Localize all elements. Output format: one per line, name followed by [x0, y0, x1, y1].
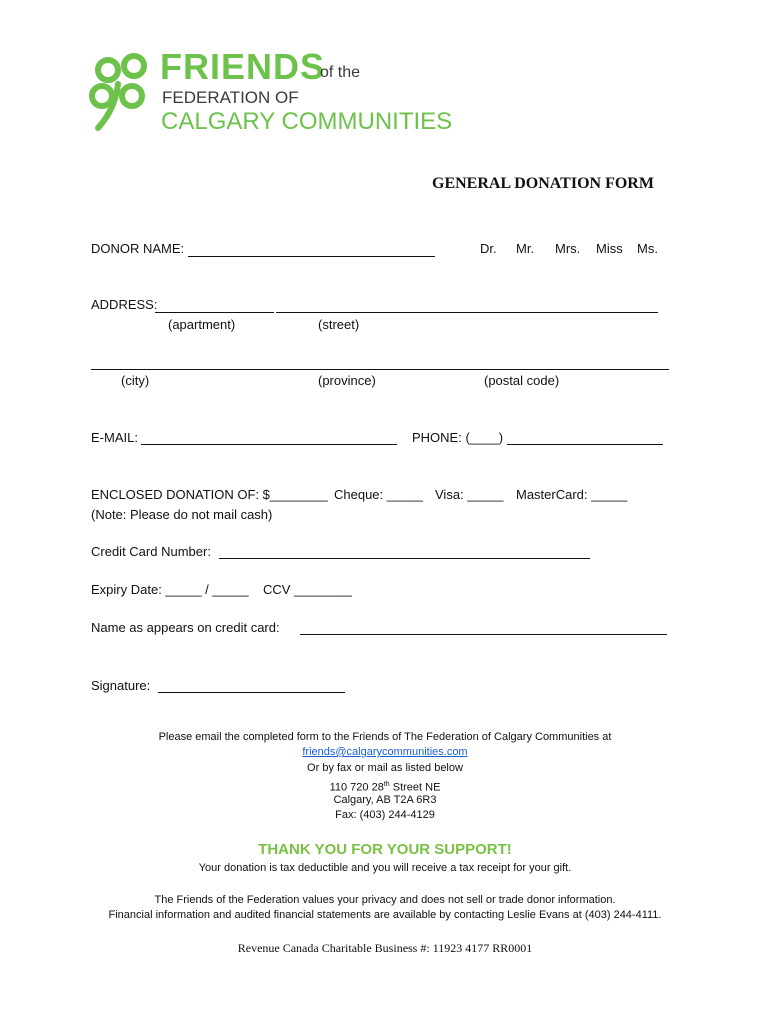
- tax-deductible-note: Your donation is tax deductible and you will receive a tax receipt for your gift.: [198, 862, 572, 874]
- phone-label: PHONE: (____): [412, 430, 504, 445]
- credit-card-field[interactable]: [219, 558, 590, 559]
- expiry-date-label[interactable]: Expiry Date: _____ / _____: [91, 582, 249, 597]
- email-link[interactable]: friends@calgarycommunities.com: [302, 746, 468, 758]
- cash-note: (Note: Please do not mail cash): [91, 507, 273, 522]
- contact-email: [0, 745, 770, 760]
- fax-mail-text: Or by fax or mail as listed below: [307, 762, 463, 774]
- city-province-postal-field[interactable]: [91, 369, 669, 370]
- salutation-miss[interactable]: Miss: [596, 241, 623, 256]
- clover-icon: [88, 52, 160, 134]
- visa-label[interactable]: Visa: _____: [435, 487, 504, 502]
- city-caption: (city): [121, 373, 150, 388]
- street-name: Street NE: [389, 781, 441, 794]
- apartment-field[interactable]: [155, 312, 274, 313]
- postal-code-caption: (postal code): [484, 373, 560, 388]
- mastercard-label[interactable]: MasterCard: _____: [516, 487, 628, 502]
- donor-name-field[interactable]: [188, 256, 435, 257]
- logo-calgary: CALGARY COMMUNITIES: [161, 108, 453, 135]
- financial-info: Financial information and audited financial statements are available by contacting Leslie Evans at (403) 244-4111.: [108, 909, 662, 921]
- donor-name-label: DONOR NAME:: [91, 241, 185, 256]
- salutation-dr[interactable]: Dr.: [480, 241, 497, 256]
- phone-field[interactable]: [507, 444, 663, 445]
- credit-card-label: Credit Card Number:: [91, 544, 211, 559]
- street-number: 110 720 28: [329, 781, 384, 794]
- street-caption: (street): [318, 317, 360, 332]
- ordinal-suffix: th: [383, 781, 390, 788]
- fax-number: Fax: (403) 244-4129: [335, 809, 435, 821]
- name-on-card-field[interactable]: [300, 634, 667, 635]
- privacy-statement: The Friends of the Federation values your privacy and does not sell or trade donor information.: [154, 894, 616, 906]
- salutation-mrs[interactable]: Mrs.: [555, 241, 581, 256]
- salutation-mr[interactable]: Mr.: [516, 241, 535, 256]
- form-title: GENERAL DONATION FORM: [432, 175, 654, 192]
- logo-of-the: of the: [320, 64, 361, 81]
- address-label: ADDRESS:: [91, 297, 158, 312]
- province-caption: (province): [318, 373, 376, 388]
- logo-federation: FEDERATION OF: [162, 88, 299, 107]
- thank-you-heading: THANK YOU FOR YOUR SUPPORT!: [258, 841, 512, 858]
- apartment-caption: (apartment): [168, 317, 236, 332]
- email-label: E-MAIL:: [91, 430, 138, 445]
- charitable-number: Revenue Canada Charitable Business #: 11923 4177 RR0001: [237, 941, 533, 955]
- street-field[interactable]: [276, 312, 658, 313]
- email-instruction: Please email the completed form to the Friends of The Federation of Calgary Communities at: [158, 731, 612, 743]
- enclosed-donation-label[interactable]: ENCLOSED DONATION OF: $________: [91, 487, 328, 502]
- logo-friends: FRIENDS: [160, 46, 326, 87]
- signature-label: Signature:: [91, 678, 151, 693]
- ccv-label[interactable]: CCV ________: [263, 582, 352, 597]
- name-on-card-label: Name as appears on credit card:: [91, 620, 280, 635]
- mailing-address-line2: Calgary, AB T2A 6R3: [333, 794, 437, 806]
- signature-field[interactable]: [158, 692, 345, 693]
- email-field[interactable]: [141, 444, 397, 445]
- salutation-ms[interactable]: Ms.: [637, 241, 658, 256]
- cheque-label[interactable]: Cheque: _____: [334, 487, 423, 502]
